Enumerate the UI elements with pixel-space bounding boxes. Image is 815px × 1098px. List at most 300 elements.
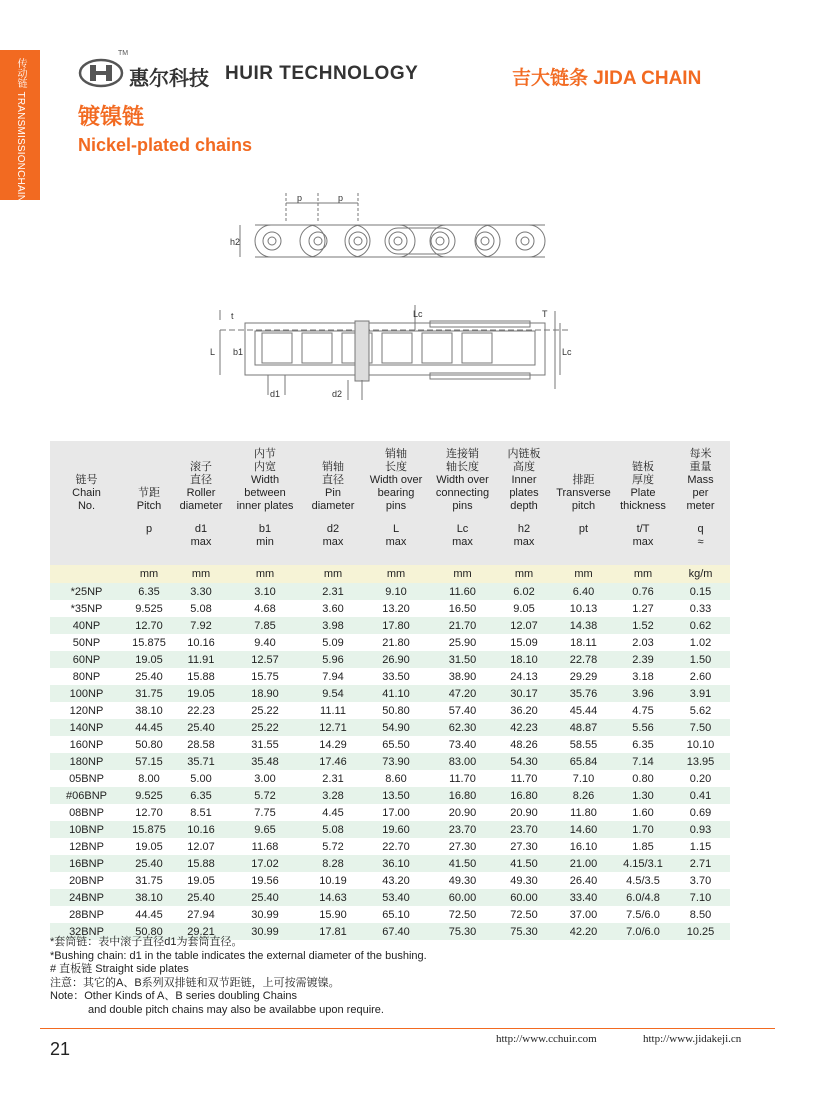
table-cell: 5.72 <box>227 787 303 804</box>
table-cell: 1.15 <box>671 838 730 855</box>
table-cell: 23.70 <box>496 821 552 838</box>
header-cn: 链板 厚度 <box>632 461 654 486</box>
chain-no-cell: #06BNP <box>50 787 123 804</box>
footer-divider <box>40 1028 775 1029</box>
table-row <box>50 753 730 770</box>
table-cell: 4.15/3.1 <box>615 855 671 872</box>
table-cell: 31.50 <box>429 651 496 668</box>
table-cell: 0.15 <box>671 583 730 600</box>
table-cell: 11.11 <box>303 702 363 719</box>
table-cell: 6.35 <box>123 583 175 600</box>
table-cell: 1.85 <box>615 838 671 855</box>
table-cell: 15.88 <box>175 668 227 685</box>
chain-no-cell: 16BNP <box>50 855 123 872</box>
chain-no-cell: 180NP <box>50 753 123 770</box>
chain-no-cell: 60NP <box>50 651 123 668</box>
header-en: Width over bearing pins <box>369 474 423 512</box>
table-symbol-row-cell: t/T max <box>615 517 671 565</box>
table-cell: 35.76 <box>552 685 615 702</box>
table-cell: 25.40 <box>175 889 227 906</box>
table-cell: 7.14 <box>615 753 671 770</box>
table-cell: 12.71 <box>303 719 363 736</box>
table-cell: 33.40 <box>552 889 615 906</box>
table-cell: 31.55 <box>227 736 303 753</box>
table-cell: 22.70 <box>363 838 429 855</box>
table-cell: 1.27 <box>615 600 671 617</box>
table-cell: 19.05 <box>123 651 175 668</box>
header-cn: 内节 内宽 <box>254 448 276 473</box>
table-cell: 19.56 <box>227 872 303 889</box>
table-cell: 3.96 <box>615 685 671 702</box>
table-cell: 3.60 <box>303 600 363 617</box>
trademark-mark: TM <box>118 50 129 57</box>
table-cell: 37.00 <box>552 906 615 923</box>
table-cell: 4.45 <box>303 804 363 821</box>
table-cell: 0.33 <box>671 600 730 617</box>
table-cell: 75.30 <box>496 923 552 940</box>
table-cell: 15.88 <box>175 855 227 872</box>
table-cell: 7.0/6.0 <box>615 923 671 940</box>
table-row <box>50 787 730 804</box>
table-row <box>50 651 730 668</box>
table-cell: 21.70 <box>429 617 496 634</box>
header-en: Pin diameter <box>311 487 355 512</box>
table-cell: 43.20 <box>363 872 429 889</box>
chain-no-cell: 140NP <box>50 719 123 736</box>
table-cell: 50.80 <box>123 736 175 753</box>
table-cell: 5.00 <box>175 770 227 787</box>
table-cell: 7.50 <box>671 719 730 736</box>
table-unit-row-cell: mm <box>496 565 552 583</box>
header-cn: 销轴 直径 <box>322 461 344 486</box>
table-row <box>50 583 730 600</box>
table-row <box>50 702 730 719</box>
table-cell: 44.45 <box>123 906 175 923</box>
table-cell: 5.62 <box>671 702 730 719</box>
label-b1: b1 <box>233 347 244 357</box>
note-line: 注意：其它的A、B系列双排链和双节距链，上可按需镀镍。 <box>50 976 340 989</box>
chain-no-cell: 160NP <box>50 736 123 753</box>
table-cell: 3.30 <box>175 583 227 600</box>
table-cell: 11.91 <box>175 651 227 668</box>
table-cell: 27.30 <box>429 838 496 855</box>
table-cell: 75.30 <box>429 923 496 940</box>
table-cell: 9.65 <box>227 821 303 838</box>
table-cell: 7.85 <box>227 617 303 634</box>
table-cell: 14.38 <box>552 617 615 634</box>
table-cell: 13.20 <box>363 600 429 617</box>
table-cell: 38.10 <box>123 889 175 906</box>
table-cell: 7.10 <box>671 889 730 906</box>
table-cell: 27.94 <box>175 906 227 923</box>
table-cell: 20.90 <box>496 804 552 821</box>
label-t: t <box>231 311 234 321</box>
table-header-row-cell <box>552 441 615 517</box>
table-cell: 25.40 <box>123 855 175 872</box>
table-unit-row-cell: kg/m <box>671 565 730 583</box>
table-cell: 14.29 <box>303 736 363 753</box>
table-cell: 25.90 <box>429 634 496 651</box>
table-cell: 83.00 <box>429 753 496 770</box>
table-cell: 18.11 <box>552 634 615 651</box>
table-cell: 19.60 <box>363 821 429 838</box>
table-cell: 7.5/6.0 <box>615 906 671 923</box>
table-cell: 21.00 <box>552 855 615 872</box>
jida-chain-brand: 吉大链条 JIDA CHAIN <box>512 68 702 89</box>
table-cell: 14.60 <box>552 821 615 838</box>
label-L: L <box>210 347 216 357</box>
table-cell: 4.5/3.5 <box>615 872 671 889</box>
table-cell: 35.48 <box>227 753 303 770</box>
table-cell: 11.80 <box>552 804 615 821</box>
table-cell: 3.98 <box>303 617 363 634</box>
table-cell: 4.68 <box>227 600 303 617</box>
table-symbol-row-cell: Lc max <box>429 517 496 565</box>
header-cn: 节距 <box>138 487 160 499</box>
table-unit-row-cell: mm <box>363 565 429 583</box>
table-cell: 17.00 <box>363 804 429 821</box>
table-row <box>50 668 730 685</box>
table-cell: 50.80 <box>363 702 429 719</box>
table-row <box>50 617 730 634</box>
chain-no-cell: 100NP <box>50 685 123 702</box>
chain-no-cell: 12BNP <box>50 838 123 855</box>
table-cell: 25.22 <box>227 719 303 736</box>
table-cell: 26.40 <box>552 872 615 889</box>
chain-no-cell: 50NP <box>50 634 123 651</box>
table-cell: 9.05 <box>496 600 552 617</box>
table-cell: 25.40 <box>227 889 303 906</box>
table-header-row-cell <box>175 441 227 517</box>
table-symbol-row-cell: h2 max <box>496 517 552 565</box>
table-cell: 3.91 <box>671 685 730 702</box>
note-line: # 直板链 Straight side plates <box>50 963 189 976</box>
table-row <box>50 685 730 702</box>
table-cell: 73.90 <box>363 753 429 770</box>
table-cell: 22.78 <box>552 651 615 668</box>
header-en: Mass per meter <box>686 474 715 512</box>
table-cell: 27.30 <box>496 838 552 855</box>
brand-name-cn: 惠尔科技 <box>129 68 209 90</box>
table-cell: 73.40 <box>429 736 496 753</box>
table-row <box>50 889 730 906</box>
table-row <box>50 838 730 855</box>
table-unit-row <box>50 565 730 583</box>
page-number: 21 <box>50 1039 71 1059</box>
table-cell: 0.93 <box>671 821 730 838</box>
label-p1: p <box>297 193 303 203</box>
header-cn: 滚子 直径 <box>190 461 212 486</box>
table-header-row-cell <box>303 441 363 517</box>
table-cell: 2.71 <box>671 855 730 872</box>
table-cell: 44.45 <box>123 719 175 736</box>
table-cell: 53.40 <box>363 889 429 906</box>
table-cell: 14.63 <box>303 889 363 906</box>
table-cell: 15.75 <box>227 668 303 685</box>
table-cell: 15.90 <box>303 906 363 923</box>
table-cell: 25.22 <box>227 702 303 719</box>
table-cell: 35.71 <box>175 753 227 770</box>
table-row <box>50 634 730 651</box>
table-cell: 8.28 <box>303 855 363 872</box>
table-cell: 2.60 <box>671 668 730 685</box>
table-cell: 0.76 <box>615 583 671 600</box>
table-cell: 15.09 <box>496 634 552 651</box>
table-cell: 30.99 <box>227 906 303 923</box>
chain-diagram <box>200 185 590 410</box>
table-cell: 8.26 <box>552 787 615 804</box>
table-cell: 9.54 <box>303 685 363 702</box>
table-cell: 0.62 <box>671 617 730 634</box>
header-cn: 连接销 轴长度 <box>446 448 479 473</box>
table-header-row-cell <box>671 441 730 517</box>
table-symbol-row-cell <box>50 517 123 565</box>
table-cell: 2.31 <box>303 770 363 787</box>
table-symbol-row-cell: q ≈ <box>671 517 730 565</box>
table-cell: 5.08 <box>175 600 227 617</box>
table-header-row-cell <box>123 441 175 517</box>
table-cell: 12.57 <box>227 651 303 668</box>
table-cell: 22.23 <box>175 702 227 719</box>
table-cell: 60.00 <box>496 889 552 906</box>
table-cell: 36.20 <box>496 702 552 719</box>
chain-no-cell: 24BNP <box>50 889 123 906</box>
chain-no-cell: 08BNP <box>50 804 123 821</box>
table-unit-row-cell <box>50 565 123 583</box>
table-cell: 48.26 <box>496 736 552 753</box>
label-h2: h2 <box>230 237 241 247</box>
table-header-row-cell <box>429 441 496 517</box>
table-cell: 6.35 <box>175 787 227 804</box>
table-cell: 60.00 <box>429 889 496 906</box>
table-cell: 58.55 <box>552 736 615 753</box>
table-row <box>50 821 730 838</box>
label-p2: p <box>338 193 344 203</box>
table-unit-row-cell: mm <box>615 565 671 583</box>
footer-url-jidakeji[interactable]: http://www.jidakeji.cn <box>643 1033 742 1045</box>
table-cell: 17.46 <box>303 753 363 770</box>
table-cell: 30.99 <box>227 923 303 940</box>
table-row <box>50 600 730 617</box>
table-cell: 11.60 <box>429 583 496 600</box>
table-cell: 41.50 <box>496 855 552 872</box>
table-cell: 5.96 <box>303 651 363 668</box>
table-cell: 4.75 <box>615 702 671 719</box>
table-cell: 1.60 <box>615 804 671 821</box>
header-cn: 内链板 高度 <box>507 448 541 473</box>
table-cell: 10.16 <box>175 821 227 838</box>
table-cell: 5.08 <box>303 821 363 838</box>
table-cell: 9.525 <box>123 787 175 804</box>
table-cell: 16.50 <box>429 600 496 617</box>
table-cell: 24.13 <box>496 668 552 685</box>
note-line: *套筒链：表中滚子直径d1为套筒直径。 <box>50 936 243 948</box>
table-cell: 15.875 <box>123 821 175 838</box>
table-cell: 17.02 <box>227 855 303 872</box>
table-cell: 18.90 <box>227 685 303 702</box>
table-cell: 9.525 <box>123 600 175 617</box>
table-cell: 13.50 <box>363 787 429 804</box>
table-unit-row-cell: mm <box>429 565 496 583</box>
chain-no-cell: 10BNP <box>50 821 123 838</box>
table-header-row-cell <box>615 441 671 517</box>
table-cell: 38.90 <box>429 668 496 685</box>
chain-no-cell: 32BNP <box>50 923 123 940</box>
table-row <box>50 872 730 889</box>
table-symbol-row-cell: L max <box>363 517 429 565</box>
table-cell: 29.29 <box>552 668 615 685</box>
table-header-row-cell <box>496 441 552 517</box>
table-cell: 72.50 <box>429 906 496 923</box>
header-en: Plate thickness <box>620 487 666 512</box>
table-cell: 21.80 <box>363 634 429 651</box>
table-cell: 16.80 <box>496 787 552 804</box>
table-cell: 3.18 <box>615 668 671 685</box>
table-cell: 20.90 <box>429 804 496 821</box>
table-cell: 5.72 <box>303 838 363 855</box>
table-cell: 3.28 <box>303 787 363 804</box>
chain-no-cell: 40NP <box>50 617 123 634</box>
table-header-row-cell <box>363 441 429 517</box>
table-cell: 57.15 <box>123 753 175 770</box>
table-row <box>50 736 730 753</box>
table-cell: 0.80 <box>615 770 671 787</box>
table-cell: 6.35 <box>615 736 671 753</box>
table-cell: 5.09 <box>303 634 363 651</box>
table-cell: 25.40 <box>123 668 175 685</box>
table-cell: 5.56 <box>615 719 671 736</box>
table-cell: 8.50 <box>671 906 730 923</box>
footer-url-cchuir[interactable]: http://www.cchuir.com <box>496 1033 597 1045</box>
table-cell: 10.10 <box>671 736 730 753</box>
table-unit-row-cell: mm <box>227 565 303 583</box>
table-cell: 25.40 <box>175 719 227 736</box>
table-cell: 12.07 <box>496 617 552 634</box>
table-cell: 65.10 <box>363 906 429 923</box>
table-cell: 57.40 <box>429 702 496 719</box>
table-cell: 3.10 <box>227 583 303 600</box>
table-cell: 72.50 <box>496 906 552 923</box>
table-cell: 62.30 <box>429 719 496 736</box>
label-d1: d1 <box>270 389 281 399</box>
table-cell: 2.03 <box>615 634 671 651</box>
table-row <box>50 804 730 821</box>
table-cell: 1.50 <box>671 651 730 668</box>
table-cell: 6.02 <box>496 583 552 600</box>
table-cell: 31.75 <box>123 872 175 889</box>
table-cell: 0.20 <box>671 770 730 787</box>
company-logo-icon <box>78 58 124 88</box>
header-en: Chain No. <box>72 487 101 512</box>
table-cell: 19.05 <box>175 685 227 702</box>
side-section-tab <box>0 50 40 210</box>
table-cell: 7.75 <box>227 804 303 821</box>
table-cell: 16.10 <box>552 838 615 855</box>
table-cell: 17.81 <box>303 923 363 940</box>
table-cell: 10.16 <box>175 634 227 651</box>
table-cell: 7.94 <box>303 668 363 685</box>
table-cell: 41.10 <box>363 685 429 702</box>
table-cell: 18.10 <box>496 651 552 668</box>
table-cell: 11.68 <box>227 838 303 855</box>
table-row <box>50 906 730 923</box>
label-T: T <box>542 309 548 319</box>
table-cell: 12.70 <box>123 804 175 821</box>
table-cell: 0.41 <box>671 787 730 804</box>
label-d2: d2 <box>332 389 343 399</box>
table-cell: 9.10 <box>363 583 429 600</box>
table-cell: 1.30 <box>615 787 671 804</box>
table-cell: 42.20 <box>552 923 615 940</box>
table-cell: 10.25 <box>671 923 730 940</box>
table-cell: 36.10 <box>363 855 429 872</box>
table-cell: 3.00 <box>227 770 303 787</box>
table-cell: 33.50 <box>363 668 429 685</box>
page-title-cn: 镀镍链 <box>78 104 145 129</box>
table-cell: 19.05 <box>123 838 175 855</box>
table-row <box>50 719 730 736</box>
table-cell: 11.70 <box>429 770 496 787</box>
table-cell: 41.50 <box>429 855 496 872</box>
header-en: Transverse pitch <box>556 487 611 512</box>
spec-table <box>50 441 730 940</box>
label-Lc-side: Lc <box>562 347 572 357</box>
table-cell: 17.80 <box>363 617 429 634</box>
table-cell: 12.07 <box>175 838 227 855</box>
header-en: Roller diameter <box>179 487 223 512</box>
header-en: Width between inner plates <box>236 474 294 512</box>
note-line: and double pitch chains may also be availabbe upon require. <box>88 1003 384 1016</box>
table-header-row <box>50 441 730 517</box>
header-en: Width over connecting pins <box>435 474 490 512</box>
table-cell: 2.31 <box>303 583 363 600</box>
table-cell: 28.58 <box>175 736 227 753</box>
table-cell: 65.84 <box>552 753 615 770</box>
table-cell: 8.60 <box>363 770 429 787</box>
table-unit-row-cell: mm <box>123 565 175 583</box>
header-cn: 销轴 长度 <box>385 448 407 473</box>
table-cell: 1.70 <box>615 821 671 838</box>
table-cell: 11.70 <box>496 770 552 787</box>
side-tab-label: 传动链 TRANSMISSIONCHAINS <box>15 58 26 210</box>
table-cell: 6.0/4.8 <box>615 889 671 906</box>
table-cell: 26.90 <box>363 651 429 668</box>
chain-side-view <box>240 193 545 257</box>
table-cell: 29.21 <box>175 923 227 940</box>
notes-block <box>50 936 427 1018</box>
table-cell: 15.875 <box>123 634 175 651</box>
table-cell: 50.80 <box>123 923 175 940</box>
page-title-en: Nickel-plated chains <box>78 135 253 155</box>
chain-no-cell: 28BNP <box>50 906 123 923</box>
table-cell: 30.17 <box>496 685 552 702</box>
chain-no-cell: 80NP <box>50 668 123 685</box>
table-cell: 16.80 <box>429 787 496 804</box>
table-cell: 9.40 <box>227 634 303 651</box>
table-cell: 45.44 <box>552 702 615 719</box>
note-line: *Bushing chain: d1 in the table indicates the external diameter of the bushing. <box>50 949 427 962</box>
table-cell: 1.02 <box>671 634 730 651</box>
table-cell: 48.87 <box>552 719 615 736</box>
spec-table-body <box>50 441 730 940</box>
table-cell: 8.51 <box>175 804 227 821</box>
table-cell: 7.92 <box>175 617 227 634</box>
table-cell: 2.39 <box>615 651 671 668</box>
table-cell: 12.70 <box>123 617 175 634</box>
header-cn: 排距 <box>572 474 595 486</box>
table-symbol-row-cell: b1 min <box>227 517 303 565</box>
label-Lc-top: Lc <box>413 309 423 319</box>
